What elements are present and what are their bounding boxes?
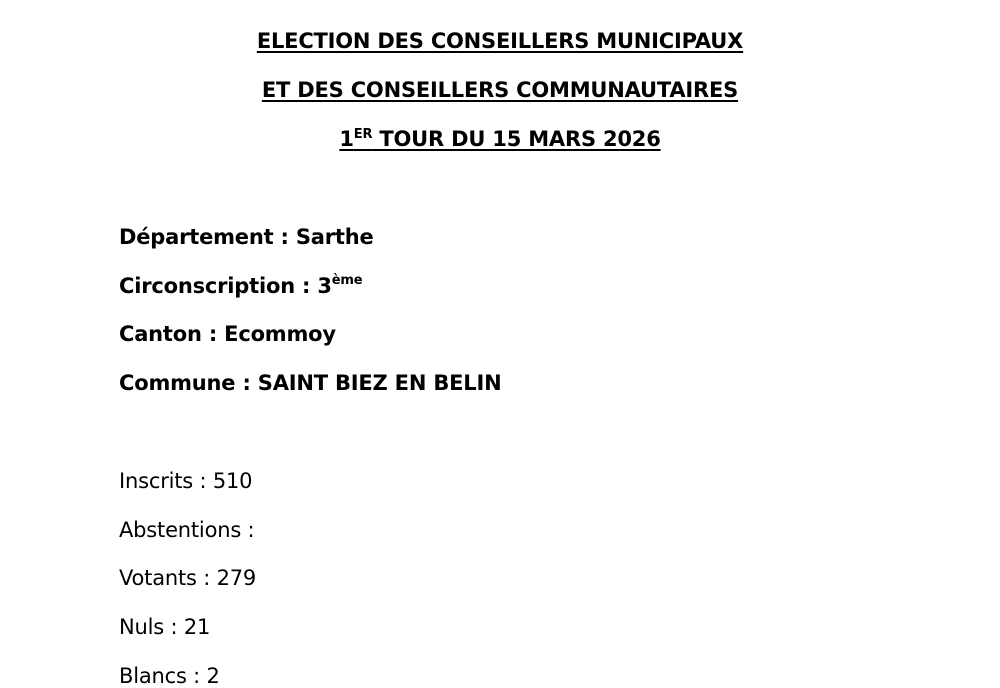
circonscription-label: Circonscription :: [119, 274, 318, 298]
tour-date: TOUR DU 15 MARS 2026: [372, 127, 661, 151]
nuls-line: [119, 615, 210, 639]
votants-value: 279: [216, 566, 257, 590]
title-line-2: [0, 78, 1000, 102]
circonscription-line: [119, 274, 362, 298]
votants-line: [119, 566, 256, 590]
blancs-line: [119, 664, 220, 688]
circonscription-ordinal: ème: [331, 273, 363, 288]
inscrits-value: 510: [212, 469, 253, 493]
abstentions-line: [119, 518, 254, 542]
title-line-3: [0, 127, 1000, 151]
inscrits-label: Inscrits :: [119, 469, 213, 493]
canton-line: [119, 322, 336, 346]
departement-value: Sarthe: [295, 225, 374, 249]
abstentions-label: Abstentions :: [119, 518, 255, 542]
tour-ordinal: ER: [353, 127, 373, 142]
title-tour: [339, 127, 660, 151]
commune-line: [119, 371, 501, 395]
title-communautaires: ET DES CONSEILLERS COMMUNAUTAIRES: [261, 78, 739, 102]
tour-number: 1: [339, 127, 354, 151]
inscrits-line: [119, 469, 252, 493]
commune-label: Commune :: [119, 371, 258, 395]
nuls-value: 21: [183, 615, 211, 639]
blancs-label: Blancs :: [119, 664, 207, 688]
canton-label: Canton :: [119, 322, 225, 346]
canton-value: Ecommoy: [224, 322, 336, 346]
title-line-1: [0, 29, 1000, 53]
votants-label: Votants :: [119, 566, 217, 590]
nuls-label: Nuls :: [119, 615, 184, 639]
departement-line: [119, 225, 374, 249]
circonscription-value: 3: [317, 274, 332, 298]
blancs-value: 2: [206, 664, 220, 688]
commune-value: SAINT BIEZ EN BELIN: [257, 371, 502, 395]
departement-label: Département :: [119, 225, 296, 249]
title-election: ELECTION DES CONSEILLERS MUNICIPAUX: [256, 29, 744, 53]
